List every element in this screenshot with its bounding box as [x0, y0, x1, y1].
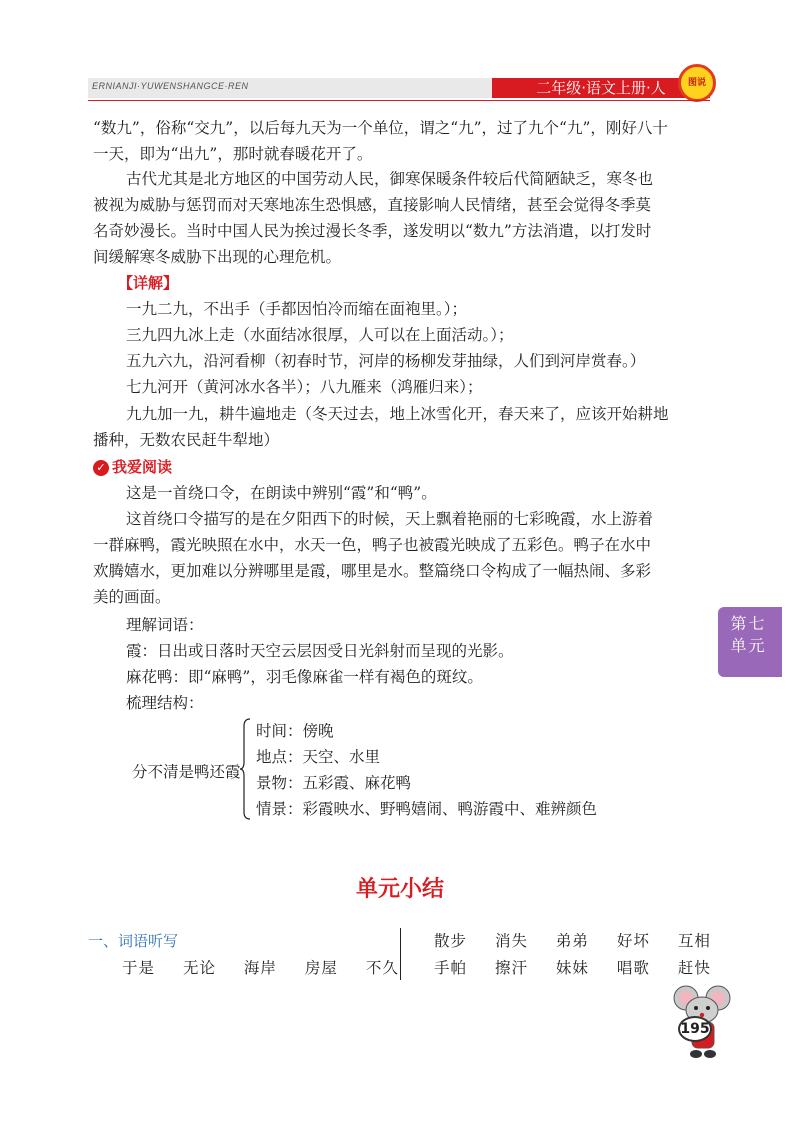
- dictation-word: 房屋: [304, 959, 338, 977]
- dictation-word: 擦汗: [494, 959, 528, 977]
- paragraph-line: 名奇妙漫长。当时中国人民为挨过漫长冬季，遂发明以“数九”方法消遣，以打发时: [93, 222, 652, 240]
- column-divider: [400, 928, 401, 980]
- structure-item: 情景：彩霞映水、野鸭嬉闹、鸭游霞中、难辨颜色: [256, 800, 598, 818]
- dictation-word: 互相: [677, 932, 711, 950]
- reading-line: 欢腾嬉水，更加难以分辨哪里是霞，哪里是水。整篇绕口令构成了一幅热闹、多彩: [93, 562, 652, 580]
- dictation-word: 海岸: [243, 959, 277, 977]
- header-pinyin: ERNIANJI·YUWENSHANGCE·REN: [92, 81, 249, 91]
- reading-line: 这是一首绕口令，在朗读中辨别“霞”和“鸭”。: [126, 484, 437, 502]
- dictation-word: 于是: [122, 959, 156, 977]
- paragraph-line: 古代尤其是北方地区的中国劳动人民，御寒保暖条件较后代简陋缺乏，寒冬也: [126, 170, 654, 188]
- structure-item: 地点：天空、水里: [256, 748, 381, 766]
- dictation-word: 消失: [494, 932, 528, 950]
- reading-line: 麻花鸭：即“麻鸭”，羽毛像麻雀一样有褐色的斑纹。: [126, 668, 483, 686]
- paragraph-line: 一天，即为“出九”，那时就春暖花开了。: [93, 145, 373, 163]
- dictation-word: 无论: [182, 959, 216, 977]
- reading-heading: 我爱阅读: [112, 458, 173, 476]
- dictation-word: 唱歌: [616, 959, 650, 977]
- dictation-right-row-2: [434, 956, 733, 978]
- header-rule: [88, 100, 710, 101]
- detail-heading: 【详解】: [118, 274, 179, 292]
- side-tab-char: 元: [748, 636, 765, 655]
- reading-line: 梳理结构：: [126, 694, 204, 712]
- dictation-heading: 一、词语听写: [88, 932, 179, 950]
- detail-line: 一九二九，不出手（手都因怕冷而缩在面袍里。）；: [126, 300, 468, 318]
- paragraph-line: 被视为威胁与惩罚而对天寒地冻生恐惧感，直接影响人民情绪，甚至会觉得冬季莫: [93, 196, 652, 214]
- dictation-right-row-1: [434, 929, 733, 951]
- reading-line: 霞：日出或日落时天空云层因受日光斜射而呈现的光影。: [126, 642, 514, 660]
- publisher-logo: 图说: [678, 64, 716, 102]
- unit-side-tab: [718, 607, 782, 677]
- structure-item: 景物：五彩霞、麻花鸭: [256, 774, 412, 792]
- page-number: 195: [678, 1016, 712, 1042]
- structure-brace: [239, 718, 251, 820]
- detail-line: 七九河开（黄河冰水各半）；八九雁来（鸿雁归来）；: [126, 378, 483, 396]
- detail-line: 三九四九冰上走（水面结冰很厚，人可以在上面活动。）；: [126, 326, 514, 344]
- dictation-word: 好坏: [616, 932, 650, 950]
- dictation-word: 赶快: [677, 959, 711, 977]
- reading-line: 美的画面。: [93, 588, 171, 606]
- checkmark-icon: ✓: [93, 460, 109, 476]
- dictation-left-row: [122, 956, 421, 978]
- dictation-word: 妹妹: [555, 959, 589, 977]
- header-grade-label: 二年级·语文上册·人: [492, 78, 710, 98]
- dictation-word: 手帕: [434, 959, 468, 977]
- reading-line: 一群麻鸭，霞光映照在水中，水天一色，鸭子也被霞光映成了五彩色。鸭子在水中: [93, 536, 652, 554]
- dictation-word: 弟弟: [555, 932, 589, 950]
- reading-line: 这首绕口令描写的是在夕阳西下的时候，天上飘着艳丽的七彩晚霞，水上游着: [126, 510, 654, 528]
- dictation-word: 不久: [365, 959, 399, 977]
- detail-line: 播种，无数农民赶牛犁地）: [93, 431, 280, 449]
- dictation-word: 散步: [434, 932, 468, 950]
- detail-line: 九九加一九，耕牛遍地走（冬天过去，地上冰雪化开，春天来了，应该开始耕地: [126, 405, 669, 423]
- structure-item: 时间：傍晚: [256, 722, 334, 740]
- side-tab-char: 单: [730, 636, 747, 655]
- summary-title: 单元小结: [355, 877, 444, 902]
- side-tab-char: 七: [748, 614, 765, 633]
- side-tab-char: 第: [730, 614, 747, 633]
- structure-root: 分不清是鸭还霞: [132, 763, 241, 781]
- detail-line: 五九六九，沿河看柳（初春时节，河岸的杨柳发芽抽绿，人们到河岸赏春。）: [126, 352, 646, 370]
- paragraph-line: 间缓解寒冬威胁下出现的心理危机。: [93, 248, 342, 266]
- reading-line: 理解词语：: [126, 616, 204, 634]
- paragraph-line: “数九”，俗称“交九”，以后每九天为一个单位，谓之“九”，过了九个“九”，刚好八十: [93, 119, 668, 137]
